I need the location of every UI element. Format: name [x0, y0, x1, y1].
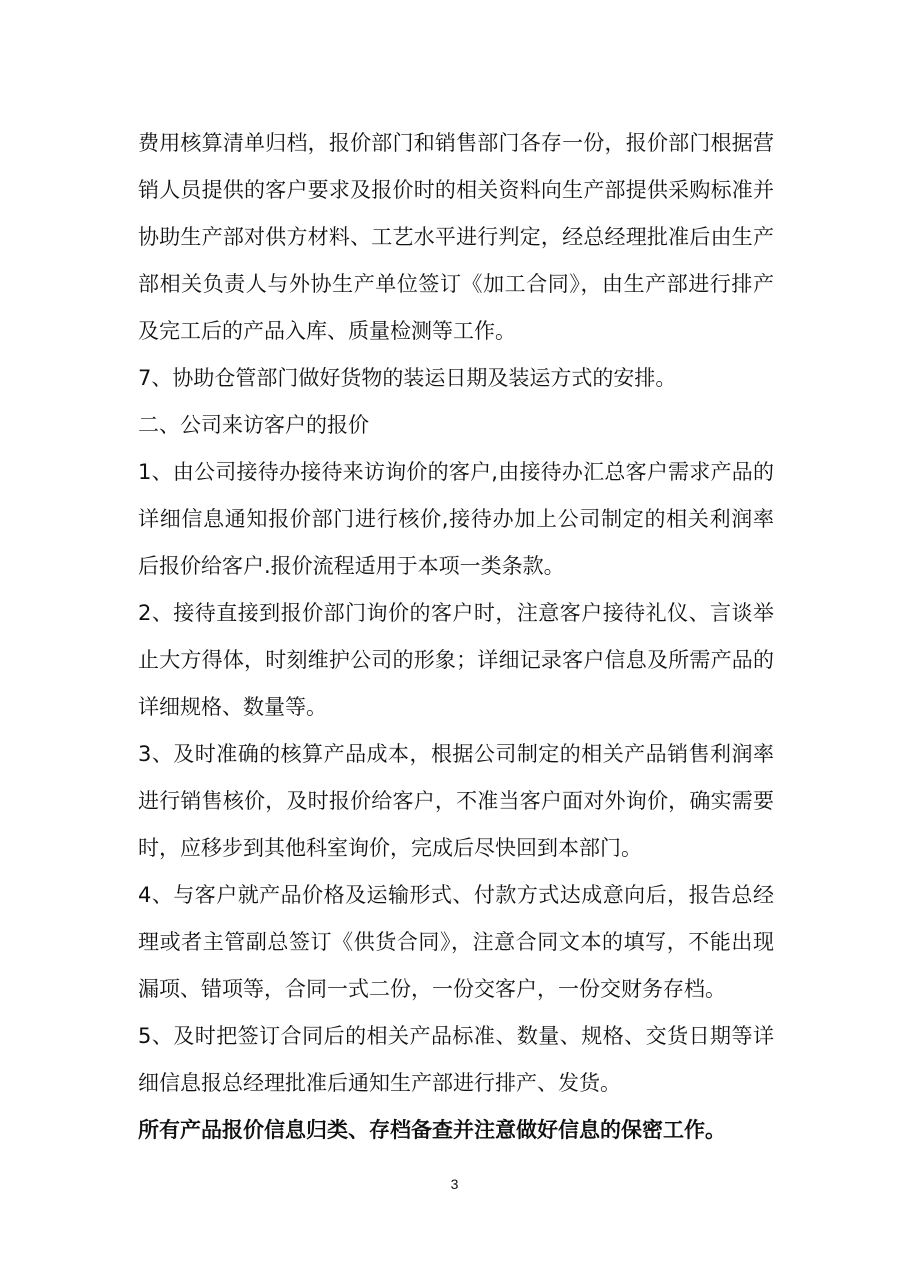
document-body [138, 120, 774, 1154]
paragraph-item-5: 5、及时把签订合同后的相关产品标准、数量、规格、交货日期等详细信息报总经理批准后通知生产部进行排产、发货。 [138, 1024, 774, 1095]
paragraph-item-3: 3、及时准确的核算产品成本，根据公司制定的相关产品销售利润率进行销售核价，及时报价给客户，不准当客户面对外询价，确实需要时，应移步到其他科室询价，完成后尽快回到本部门。 [138, 742, 774, 860]
page-number: 3 [450, 1176, 459, 1192]
paragraph-item-4: 4、与客户就产品价格及运输形式、付款方式达成意向后，报告总经理或者主管副总签订《供货合同》，注意合同文本的填写，不能出现漏项、错项等，合同一式二份，一份交客户，一份交财务存档。 [138, 883, 774, 1001]
paragraph-item-1: 1、由公司接待办接待来访询价的客户,由接待办汇总客户需求产品的详细信息通知报价部门进行核价,接待办加上公司制定的相关利润率后报价给客户.报价流程适用于本项一类条款。 [138, 460, 774, 578]
paragraph-archive-procedure: 费用核算清单归档，报价部门和销售部门各存一份，报价部门根据营销人员提供的客户要求及报价时的相关资料向生产部提供采购标准并协助生产部对供方材料、工艺水平进行判定，经总经理批准后由生产部相关负责人与外协生产单位签订《加工合同》，由生产部进行排产及完工后的产品入库、质量检测等工作。 [138, 131, 774, 343]
paragraph-summary-bold: 所有产品报价信息归类、存档备查并注意做好信息的保密工作。 [138, 1118, 726, 1142]
paragraph-item-2: 2、接待直接到报价部门询价的客户时，注意客户接待礼仪、言谈举止大方得体，时刻维护公司的形象；详细记录客户信息及所需产品的详细规格、数量等。 [138, 601, 774, 719]
paragraph-item-7: 7、协助仓管部门做好货物的装运日期及装运方式的安排。 [138, 366, 677, 390]
section-heading-visitor-quotes: 二、公司来访客户的报价 [138, 413, 369, 437]
